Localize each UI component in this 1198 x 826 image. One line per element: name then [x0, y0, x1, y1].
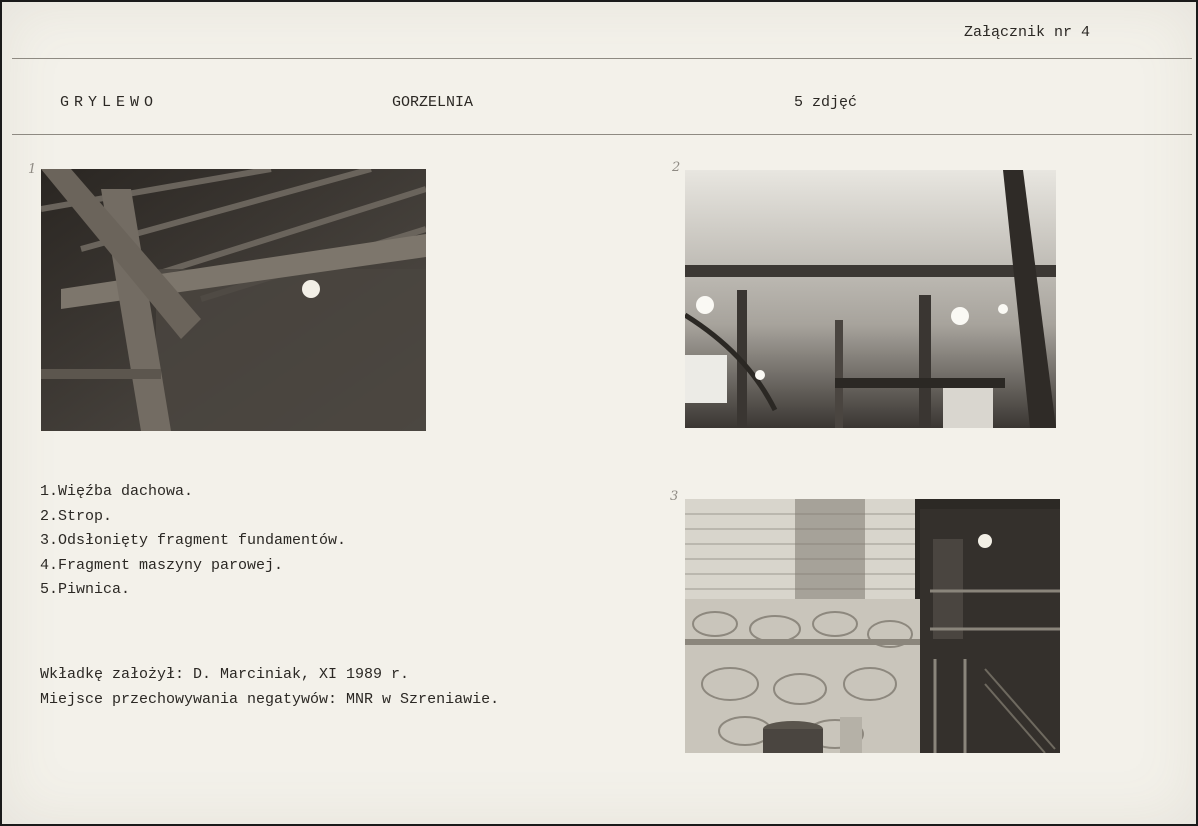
caption-1: 1.Więźba dachowa.: [40, 483, 194, 500]
caption-list: [40, 480, 346, 603]
header-rule: [12, 134, 1192, 135]
footer-notes: [40, 662, 499, 712]
top-rule: [12, 58, 1192, 59]
photo-number-1: 1: [28, 162, 37, 177]
caption-2: 2.Strop.: [40, 507, 113, 525]
photo-number-2: 2: [672, 160, 681, 175]
photo-foundation: [685, 499, 1060, 753]
record-sheet: [2, 2, 1196, 824]
photo-number-3: 3: [670, 489, 679, 504]
caption-4: 4.Fragment maszyny parowej.: [40, 556, 284, 574]
object-name: GORZELNIA: [392, 94, 474, 111]
photo-count: 5 zdjęć: [794, 94, 858, 111]
storage-line: Miejsce przechowywania negatywów: MNR w Szreniawie.: [40, 691, 500, 708]
attachment-label: Załącznik nr 4: [964, 24, 1091, 41]
author-line: Wkładkę założył: D. Marciniak, XI 1989 r.: [40, 666, 410, 683]
place-name: GRYLEWO: [60, 94, 159, 111]
caption-5: 5.Piwnica.: [40, 581, 131, 598]
caption-3: 3.Odsłonięty fragment fundamentów.: [40, 532, 347, 549]
photo-roof-truss: [41, 169, 426, 431]
photo-ceiling: [685, 170, 1056, 428]
